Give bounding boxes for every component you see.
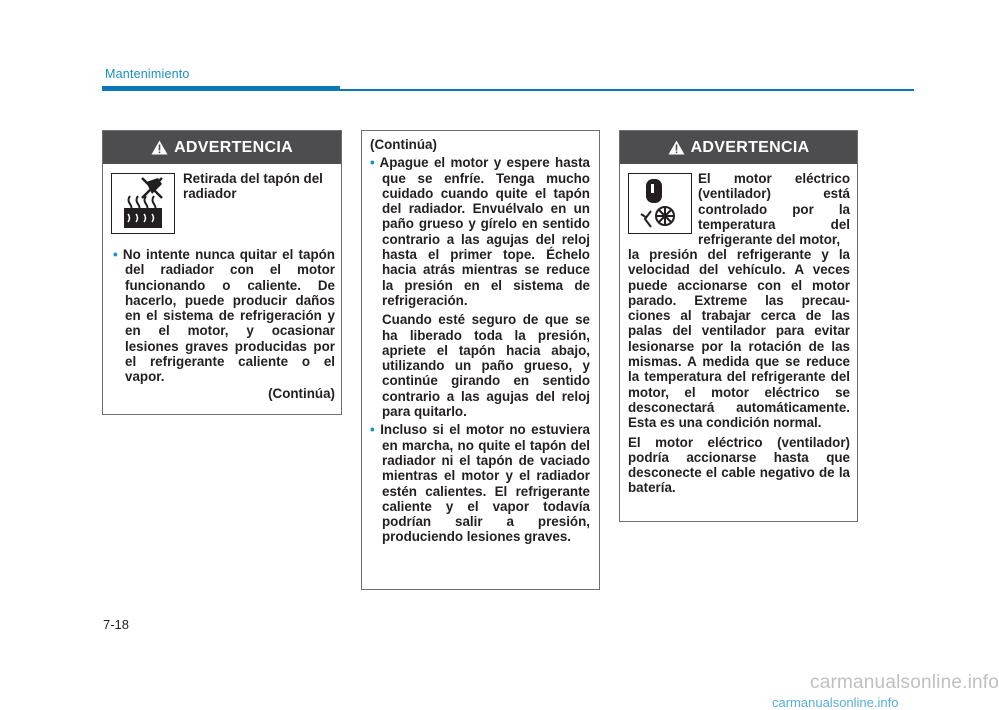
continued-label: (Continúa) — [370, 137, 437, 152]
continues-label: (Continúa) — [268, 385, 335, 401]
overlay-watermark: carmanualsonline.info — [772, 695, 899, 710]
list-item — [370, 422, 590, 544]
warning-header — [103, 131, 341, 164]
list-item — [113, 247, 335, 385]
paragraph: Cuando esté seguro de que se ha liberado toda la presión, apriete el tapón hacia abajo, utilizando un paño grueso, y continúe girando en sentido contrario a las agujas del reloj para quitarlo. — [382, 312, 590, 420]
site-watermark[interactable]: carmanualsonline.info — [810, 672, 999, 693]
warning-label: ADVERTENCIA — [174, 138, 293, 156]
warning-label: ADVERTENCIA — [690, 138, 810, 156]
continued-text — [370, 137, 590, 545]
warning-text-top: El motor eléctrico (ventilador) está controlado por la temperatura del refrigerante del motor, — [698, 171, 850, 248]
warning-box-radiator-cap — [102, 130, 342, 415]
warning-text — [113, 247, 335, 401]
bullet-text: No intente nunca quitar el tapón del radiador con el motor funcionando o caliente. De hacerlo, puede producir daños en el sistema de refrigeración y en el motor, y ocasionar lesiones graves producidas por el refrigerante caliente o el vapor. — [122, 247, 335, 385]
icon-caption: Retirada del tapón del radiador — [183, 171, 323, 202]
bullet-icon: • — [113, 247, 123, 262]
header-rule-thin — [340, 89, 914, 91]
warning-text-body — [628, 247, 850, 496]
bullet-text: Incluso si el motor no estuviera en marcha, no quite el tapón del radiador ni el tapón de vaciado mientras el motor y el radiador estén calientes. El refrigerante caliente y el vapor todavía podrían salir a presión, produciendo lesiones graves. — [380, 422, 590, 545]
paragraph: la presión del refrigerante y la velocidad del vehículo. A veces puede accionarse con el motor parado. Extreme las precau- ciones al trabajar cerca de las palas del ventilador para evitar lesionarse por la rotación de las mismas. A medida que se reduce la temperatura del refrigerante del motor, el motor eléctrico se desconectará automáticamente. Esta es una condición normal. — [628, 247, 850, 431]
bullet-icon: • — [370, 422, 381, 438]
bullet-text: Apague el motor y espere hasta que se enfríe. Tenga mucho cuidado cuando quite el tapón del radiador. Envuélvalo en un paño grueso y gírelo en sentido contrario a las agujas del reloj hasta el primer tope. Échelo hacia atrás mientras se reduce la presión en el sistema de refrigeración. — [379, 155, 590, 308]
warning-box-fan — [619, 130, 858, 522]
fan-hand-icon — [628, 173, 692, 234]
section-title: Mantenimiento — [105, 67, 190, 81]
warning-triangle-icon — [151, 140, 168, 155]
page-number: 7-18 — [103, 617, 130, 632]
paragraph: El motor eléctrico (ventilador) podría accionarse hasta que desconecte el cable negativo de la batería. — [628, 434, 850, 496]
radiator-cap-icon — [111, 173, 175, 234]
bullet-icon: • — [370, 155, 380, 171]
warning-header — [620, 131, 857, 164]
list-item — [370, 155, 590, 308]
warning-triangle-icon — [668, 140, 685, 155]
header-rule-thick — [102, 86, 340, 91]
